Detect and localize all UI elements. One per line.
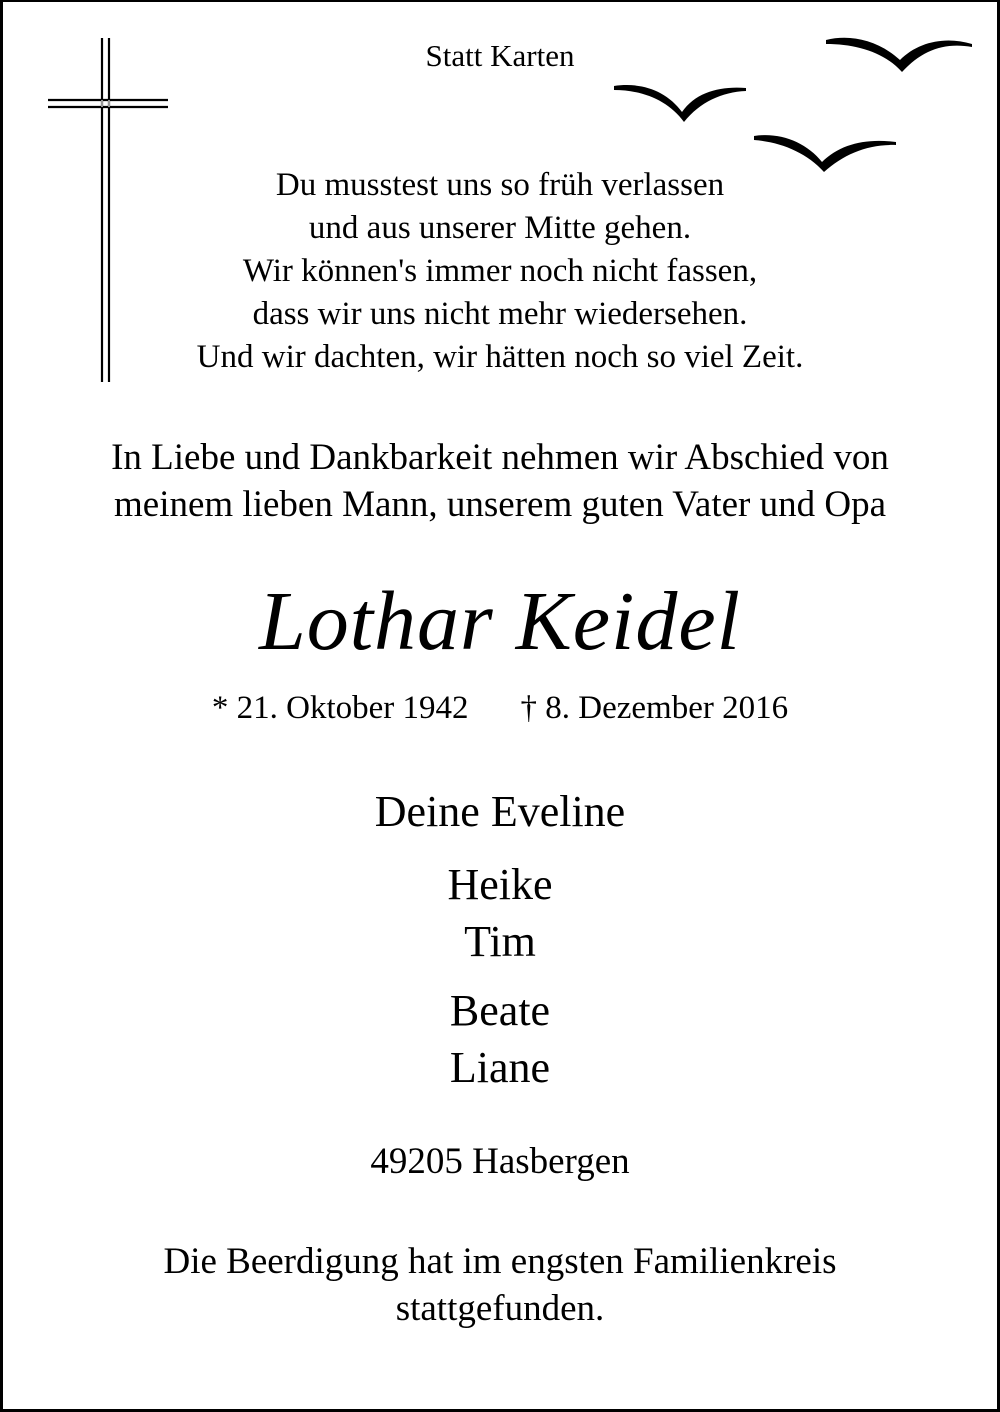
birth-date: * 21. Oktober 1942 [211,690,469,726]
poem-line: Und wir dachten, wir hätten noch so viel Zeit. [196,339,804,375]
burial-note [0,1238,1000,1332]
mourner-name: Beate [449,986,551,1035]
poem-line: Du musstest uns so früh verlassen [275,167,725,203]
mourner-name: Heike [447,860,553,909]
poem-line: dass wir uns nicht mehr wiedersehen. [252,296,748,332]
farewell-intro [0,434,1000,528]
poem-line: und aus unserer Mitte gehen. [308,210,692,246]
burial-line: stattgefunden. [395,1288,605,1329]
mourner-name: Tim [464,917,536,966]
poem-line: Wir können's immer noch nicht fassen, [242,253,758,289]
burial-line: Die Beerdigung hat im engsten Familienkreis [163,1241,837,1282]
mourner-group [0,856,1000,970]
intro-line: In Liebe und Dankbarkeit nehmen wir Abschied von [111,437,889,478]
mourner-name: Liane [449,1043,551,1092]
deceased-name: Lothar Keidel [258,575,741,668]
spouse-name: Deine Eveline [374,787,626,836]
statt-karten-label: Statt Karten [425,38,575,73]
mourner-group [0,982,1000,1096]
life-dates [0,690,1000,727]
place-line: 49205 Hasbergen [370,1141,630,1182]
poem-verse [0,164,1000,379]
intro-line: meinem lieben Mann, unserem guten Vater und Opa [114,484,886,525]
death-date: † 8. Dezember 2016 [520,690,789,726]
